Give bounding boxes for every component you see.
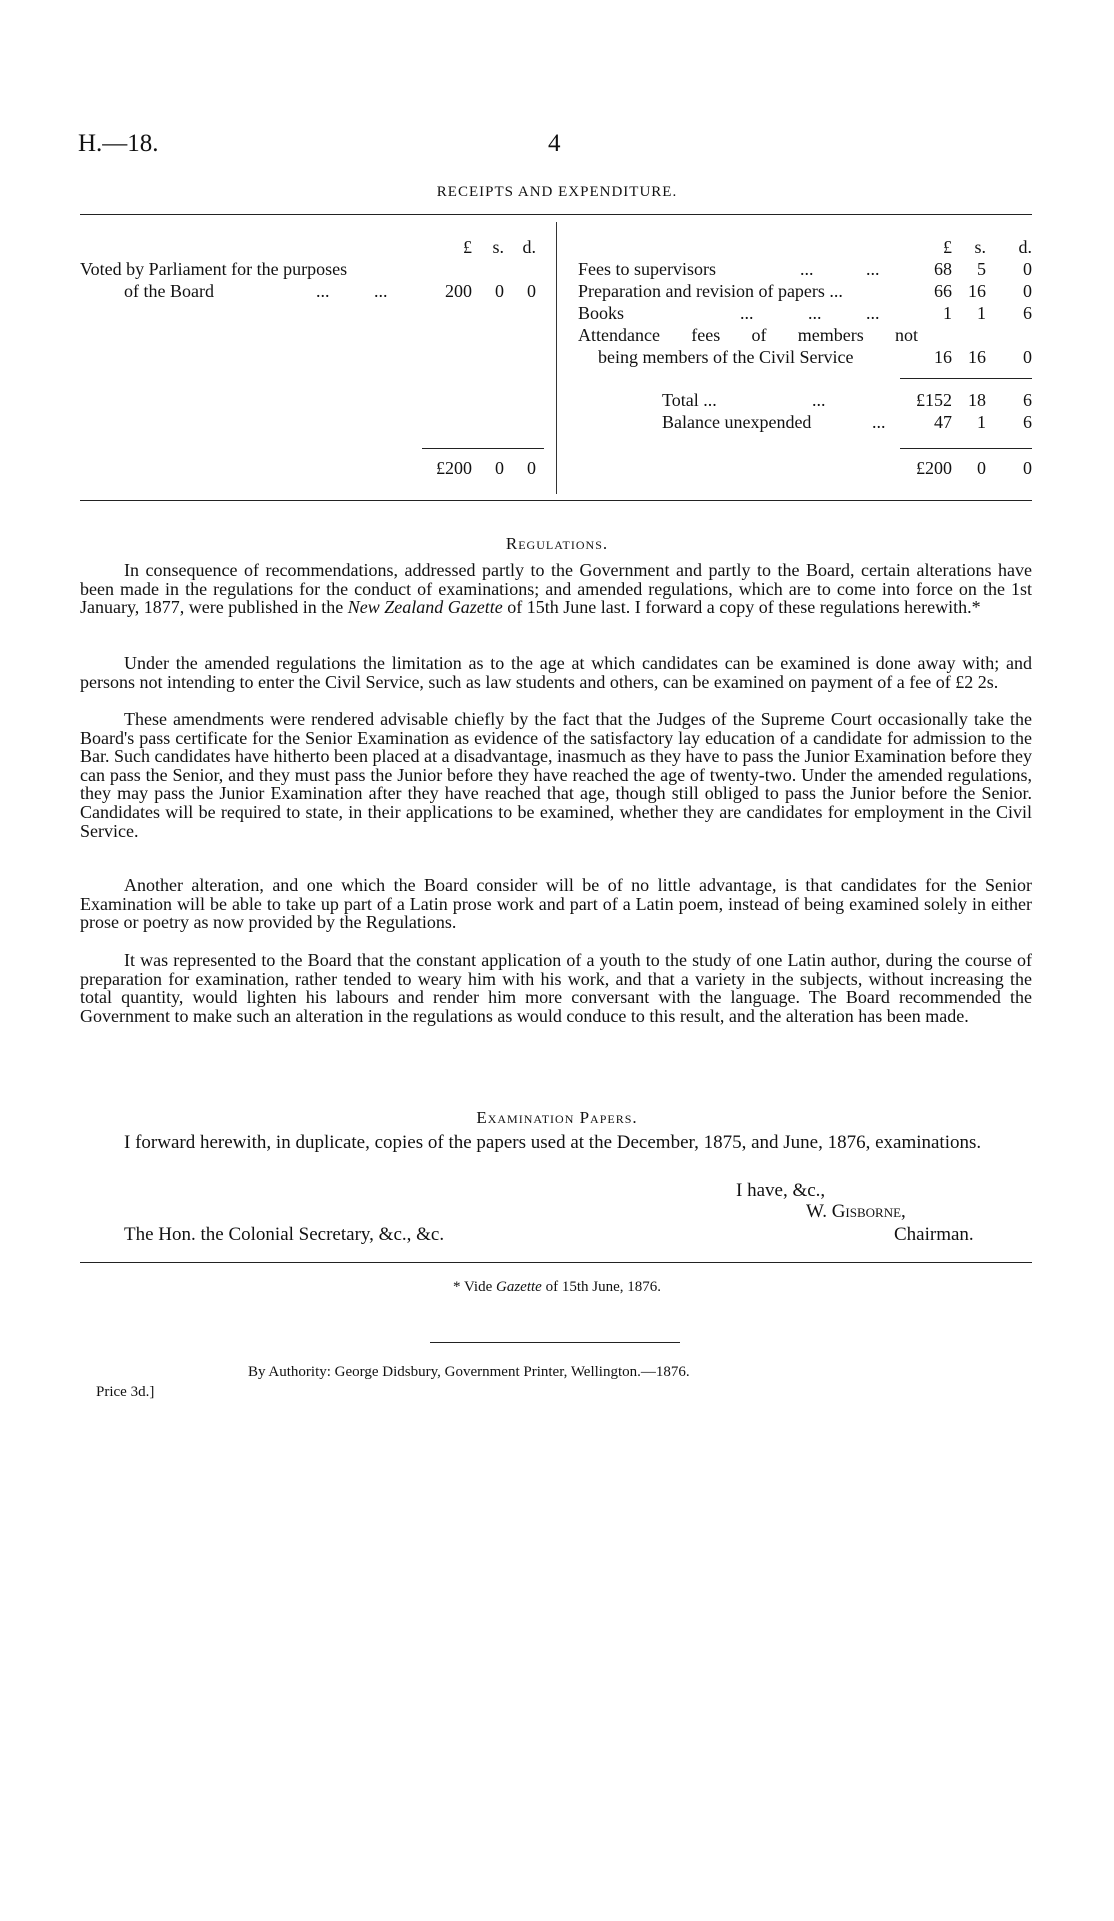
- expenditure-item-pounds: 66: [934, 281, 952, 301]
- footnote-gazette: Gazette: [496, 1279, 542, 1295]
- expenditure-subtotal-rule: [900, 378, 1032, 379]
- expenditure-total-pounds: £152: [916, 390, 952, 410]
- expenditure-item-shillings: 16: [968, 347, 986, 367]
- gazette-title: New Zealand Gazette: [347, 597, 503, 618]
- expenditure-item-dots: ...: [808, 303, 822, 323]
- imprint-authority: By Authority: George Didsbury, Government Printer, Wellington.—1876.: [248, 1364, 690, 1380]
- expenditure-total-label: Total ...: [662, 390, 717, 410]
- closing-salutation: I have, &c.,: [736, 1180, 826, 1201]
- page-number: 4: [548, 130, 561, 157]
- page-reference: H.—18.: [78, 130, 159, 157]
- expenditure-item-dots: ...: [800, 259, 814, 279]
- expenditure-item-label: Attendance fees of members not: [578, 325, 918, 345]
- examination-papers-heading: Examination Papers.: [476, 1108, 638, 1127]
- table-bottom-rule: [80, 500, 1032, 501]
- expenditure-item-pence: 0: [1023, 281, 1032, 301]
- closing-title: Chairman.: [894, 1224, 974, 1245]
- expenditure-item-pence: 0: [1023, 347, 1032, 367]
- expenditure-total-dots: ...: [812, 390, 826, 410]
- expenditure-item-pence: 0: [1023, 259, 1032, 279]
- expenditure-item-dots: ...: [866, 303, 880, 323]
- balance-shillings: 1: [977, 412, 986, 432]
- expenditure-item-dots: ...: [740, 303, 754, 323]
- receipts-total-shillings: 0: [495, 458, 504, 478]
- expenditure-grand-total-shillings: 0: [977, 458, 986, 478]
- expenditure-item-label: Preparation and revision of papers ...: [578, 281, 843, 301]
- expenditure-grand-total-pence: 0: [1023, 458, 1032, 478]
- receipts-amount-pence: 0: [527, 281, 536, 301]
- closing-signatory: W. Gisborne,: [806, 1201, 906, 1222]
- table-top-rule: [80, 214, 1032, 215]
- receipts-pence-header: d.: [522, 237, 536, 257]
- receipts-pounds-header: £: [463, 237, 472, 257]
- receipts-dots-1: ...: [316, 281, 330, 301]
- balance-pounds: 47: [934, 412, 952, 432]
- receipts-total-rule: [422, 448, 544, 449]
- regulations-paragraph-1: In consequence of recommendations, addressed partly to the Government and partly to the Board, certain alterations have been made in the regulations for the conduct of examinations; and amended regulations, which are to come into force on the 1st January, 1877, were published in the New Zealand Gazette of 15th June last. I forward a copy of these regulations herewith.*: [80, 560, 1032, 618]
- receipts-amount-shillings: 0: [495, 281, 504, 301]
- table-column-divider: [556, 222, 557, 494]
- expenditure-item-shillings: 1: [977, 303, 986, 323]
- expenditure-total-pence: 6: [1023, 390, 1032, 410]
- regulations-paragraph-3: These amendments were rendered advisable chiefly by the fact that the Judges of the Supreme Court occasionally take the Board's pass certificate for the Senior Examination as evidence of the satisfactory lay education of a candidate for admission to the Bar. Such candidates have hitherto been placed at a disadvantage, inasmuch as they have to pass the Junior Examination before they can pass the Senior, and they must pass the Junior before they have reached the age of twenty-two. Under the amended regulations, they may pass the Junior Examination after they have reached that age, though still obliged to pass the Junior before the Senior. Candidates will be required to state, in their applications to be examined, whether they are candidates for employment in the Civil Service.: [80, 709, 1032, 841]
- expenditure-item-shillings: 5: [977, 259, 986, 279]
- balance-pence: 6: [1023, 412, 1032, 432]
- examination-papers-paragraph: I forward herewith, in duplicate, copies of the papers used at the December, 1875, and June, 1876, examinations.: [124, 1132, 982, 1153]
- expenditure-item-label: Books: [578, 303, 625, 323]
- receipts-line-2: of the Board: [124, 281, 214, 301]
- expenditure-total-rule: [900, 448, 1032, 449]
- balance-label: Balance unexpended: [662, 412, 812, 432]
- expenditure-pounds-header: £: [943, 237, 952, 257]
- expenditure-item-pounds: 1: [943, 303, 952, 323]
- imprint-price: Price 3d.]: [96, 1384, 155, 1400]
- receipts-total-pounds: £200: [436, 458, 472, 478]
- regulations-paragraph-2: Under the amended regulations the limitation as to the age at which candidates can be examined is done away with; and persons not intending to enter the Civil Service, such as law students and others, can be examined on payment of a fee of £2 2s.: [80, 653, 1032, 692]
- expenditure-item-shillings: 16: [968, 281, 986, 301]
- expenditure-item-dots: ...: [866, 259, 880, 279]
- receipts-total-pence: 0: [527, 458, 536, 478]
- receipts-shillings-header: s.: [492, 237, 504, 257]
- regulations-paragraph-4: Another alteration, and one which the Board consider will be of no little advantage, is that candidates for the Senior Examination will be able to take up part of a Latin prose work and part of a Latin poem, instead of being examined solely in either prose or poetry as now provided by the Regulations.: [80, 875, 1032, 933]
- receipts-title: RECEIPTS AND EXPENDITURE.: [436, 184, 678, 200]
- expenditure-item-label-continued: being members of the Civil Service: [598, 347, 854, 367]
- balance-dots: ...: [872, 412, 886, 432]
- regulations-paragraph-5: It was represented to the Board that the constant application of a youth to the study of one Latin author, during the course of preparation for examination, rather tended to weary him with his work, and that a variety in the subjects, without increasing the total quantity, would lighten his labours and render him more conversant with the language. The Board recommended the Government to make such an alteration in the regulations as would conduce to this result, and the alteration has been made.: [80, 950, 1032, 1026]
- expenditure-item-pounds: 16: [934, 347, 952, 367]
- expenditure-item-pence: 6: [1023, 303, 1032, 323]
- expenditure-shillings-header: s.: [974, 237, 986, 257]
- receipts-dots-2: ...: [374, 281, 388, 301]
- expenditure-total-shillings: 18: [968, 390, 986, 410]
- expenditure-grand-total-pounds: £200: [916, 458, 952, 478]
- receipts-line-1: Voted by Parliament for the purposes: [80, 259, 348, 279]
- closing-rule: [80, 1262, 1032, 1263]
- receipts-amount-pounds: 200: [445, 281, 472, 301]
- closing-addressee: The Hon. the Colonial Secretary, &c., &c.: [124, 1224, 445, 1245]
- footnote: * Vide Gazette of 15th June, 1876.: [453, 1279, 661, 1295]
- expenditure-item-label: Fees to supervisors: [578, 259, 716, 279]
- imprint-rule: [430, 1342, 680, 1343]
- regulations-heading: Regulations.: [505, 534, 609, 553]
- expenditure-pence-header: d.: [1018, 237, 1032, 257]
- expenditure-item-pounds: 68: [934, 259, 952, 279]
